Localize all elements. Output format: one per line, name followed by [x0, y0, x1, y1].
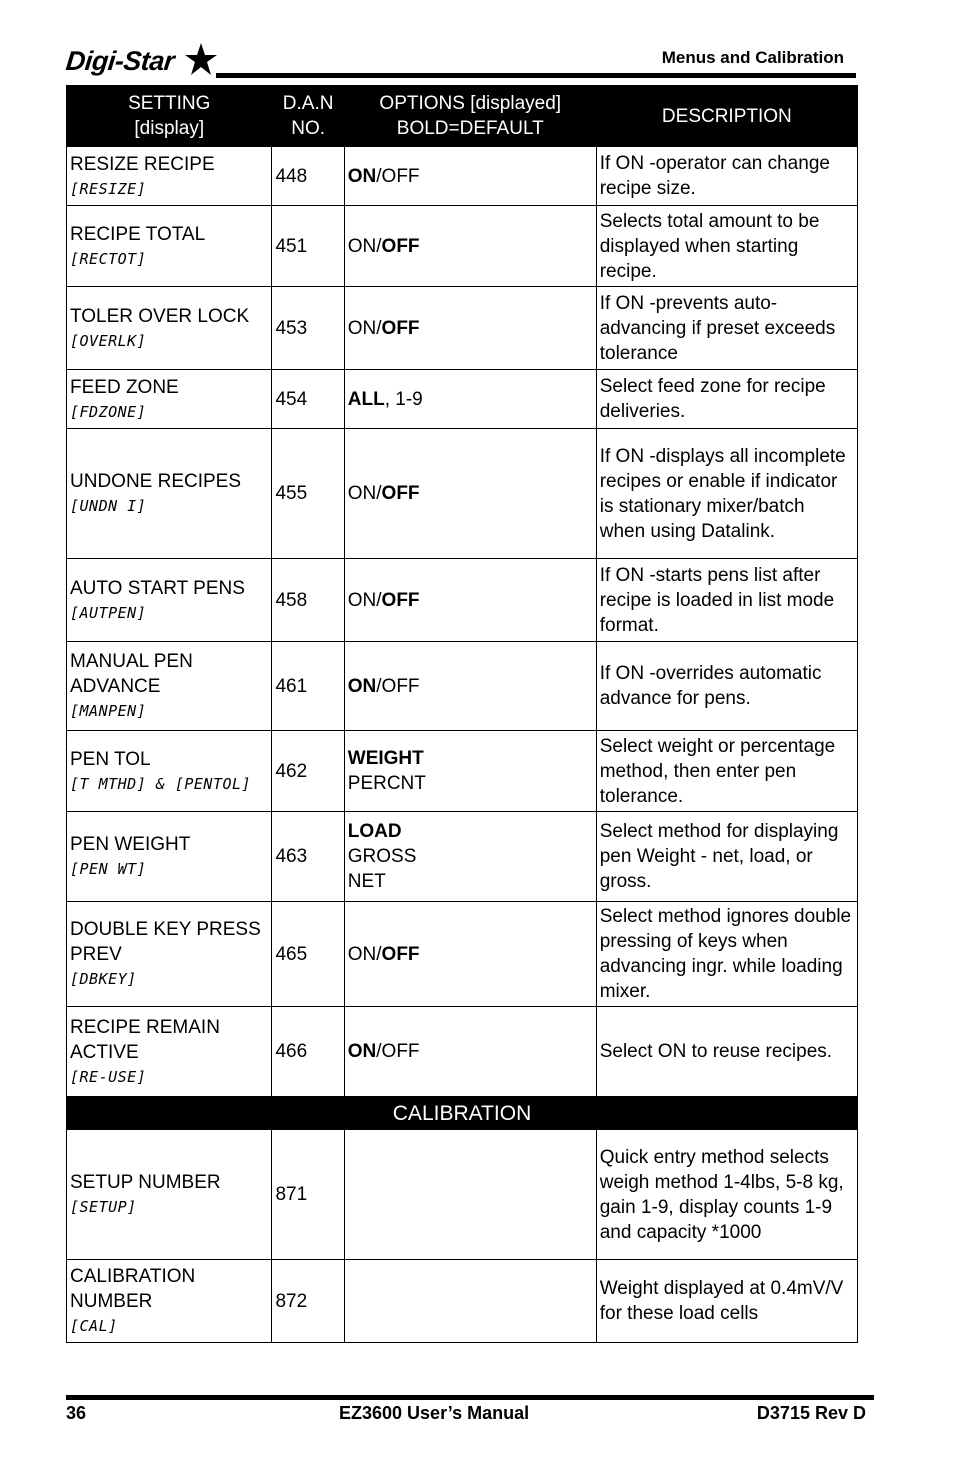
- footer-rule: [66, 1395, 874, 1400]
- setting-cell: [67, 370, 272, 429]
- option-text: ON/: [347, 317, 382, 339]
- options-cell: [344, 1007, 596, 1097]
- option-default: OFF: [381, 589, 420, 611]
- dan-number: 462: [272, 731, 344, 812]
- setting-name: RECIPE TOTAL: [70, 223, 206, 245]
- description: Weight displayed at 0.4mV/V for these load cells: [596, 1260, 857, 1343]
- option-default: OFF: [381, 943, 420, 965]
- settings-table: [66, 85, 858, 1343]
- setting-cell: [67, 1007, 272, 1097]
- options-cell: [344, 731, 596, 812]
- dan-number: 463: [272, 812, 344, 902]
- description: Select method ignores double pressing of keys when advancing ingr. while loading mixer.: [596, 902, 857, 1007]
- column-header-setting: SETTING [display]: [67, 86, 272, 147]
- setting-cell: [67, 287, 272, 370]
- option-text: GROSS: [347, 846, 417, 867]
- dan-number: 455: [272, 429, 344, 559]
- display-code: [UNDN I]: [70, 497, 147, 515]
- dan-number: 454: [272, 370, 344, 429]
- table-header-row: [67, 86, 858, 147]
- table-row: [67, 902, 858, 1007]
- dan-number: 465: [272, 902, 344, 1007]
- option-default: ON: [347, 1041, 377, 1062]
- dan-number: 871: [272, 1130, 344, 1260]
- options-cell: [344, 559, 596, 642]
- setting-cell: [67, 429, 272, 559]
- table-row: [67, 206, 858, 287]
- dan-number: 451: [272, 206, 344, 287]
- table-row: [67, 147, 858, 206]
- manual-title: EZ3600 User’s Manual: [339, 1403, 530, 1423]
- option-text: ON/: [347, 235, 382, 257]
- option-default: OFF: [381, 317, 420, 339]
- setting-name: DOUBLE KEY PRESS PREV: [70, 919, 261, 965]
- table-row: [67, 370, 858, 429]
- description: If ON -starts pens list after recipe is loaded in list mode format.: [596, 559, 857, 642]
- description: If ON -operator can change recipe size.: [596, 147, 857, 206]
- table-row: [67, 1260, 858, 1343]
- dan-number: 461: [272, 642, 344, 731]
- display-code: [RECTOT]: [70, 249, 147, 268]
- option-text: ON/: [347, 483, 382, 504]
- table-row: [67, 559, 858, 642]
- option-text: ON/: [347, 943, 382, 965]
- dan-number: 872: [272, 1260, 344, 1343]
- option-default: OFF: [381, 483, 420, 504]
- description: Select ON to reuse recipes.: [596, 1007, 857, 1097]
- option-text: ON/: [347, 589, 382, 611]
- table-row: [67, 1130, 858, 1260]
- setting-name: MANUAL PEN ADVANCE: [70, 651, 193, 697]
- description: If ON -overrides automatic advance for pens.: [596, 642, 857, 731]
- section-header-row: [67, 1097, 858, 1130]
- setting-cell: [67, 731, 272, 812]
- options-cell: [344, 429, 596, 559]
- setting-name: FEED ZONE: [70, 376, 179, 398]
- option-default: LOAD: [347, 821, 402, 842]
- options-cell: [344, 1130, 596, 1260]
- setting-cell: [67, 147, 272, 206]
- option-text: /OFF: [376, 1041, 420, 1062]
- setting-cell: [67, 812, 272, 902]
- display-code: [SETUP]: [70, 1198, 137, 1216]
- setting-name: CALIBRATION NUMBER: [70, 1266, 196, 1312]
- options-cell: [344, 902, 596, 1007]
- display-code: [OVERLK]: [70, 331, 147, 350]
- options-cell: [344, 147, 596, 206]
- display-code: [MANPEN]: [70, 702, 147, 720]
- table-row: [67, 287, 858, 370]
- document-revision: D3715 Rev D: [756, 1403, 866, 1423]
- description: If ON -displays all incomplete recipes or enable if indicator is stationary mixer/batch when using Datalink.: [596, 429, 857, 559]
- display-code: [PEN WT]: [70, 860, 147, 878]
- header-rule: [216, 73, 856, 78]
- setting-cell: [67, 1130, 272, 1260]
- page-number: 36: [66, 1403, 87, 1423]
- table-row: [67, 429, 858, 559]
- display-code: [DBKEY]: [70, 970, 137, 988]
- description: If ON -prevents auto-advancing if preset exceeds tolerance: [596, 287, 857, 370]
- option-default: ON: [347, 165, 377, 187]
- options-cell: [344, 287, 596, 370]
- setting-cell: [67, 206, 272, 287]
- table-row: [67, 1007, 858, 1097]
- option-text: /OFF: [376, 675, 420, 697]
- display-code: [T MTHD] & [PENTOL]: [70, 774, 252, 793]
- options-cell: [344, 642, 596, 731]
- display-code: [RE-USE]: [70, 1067, 147, 1086]
- options-cell: [344, 206, 596, 287]
- page-header: [66, 40, 874, 84]
- display-code: [CAL]: [70, 1317, 118, 1335]
- column-header-options: OPTIONS [displayed] BOLD=DEFAULT: [344, 86, 596, 147]
- option-default: WEIGHT: [347, 748, 424, 769]
- dan-number: 458: [272, 559, 344, 642]
- options-cell: [344, 1260, 596, 1343]
- star-icon: [184, 42, 218, 76]
- description: Select weight or percentage method, then enter pen tolerance.: [596, 731, 857, 812]
- table-row: [67, 642, 858, 731]
- setting-name: PEN TOL: [70, 748, 151, 770]
- column-header-description: DESCRIPTION: [596, 86, 857, 147]
- table-row: [67, 731, 858, 812]
- option-default: ON: [347, 675, 377, 697]
- setting-name: RESIZE RECIPE: [70, 153, 215, 175]
- display-code: [FDZONE]: [70, 402, 147, 421]
- setting-name: PEN WEIGHT: [70, 834, 191, 855]
- dan-number: 448: [272, 147, 344, 206]
- setting-name: TOLER OVER LOCK: [70, 305, 250, 327]
- options-cell: [344, 370, 596, 429]
- section-label-calibration: CALIBRATION: [67, 1097, 858, 1130]
- page-section-title: Menus and Calibration: [661, 48, 844, 67]
- setting-cell: [67, 1260, 272, 1343]
- option-text: , 1-9: [384, 388, 423, 410]
- setting-name: RECIPE REMAIN ACTIVE: [70, 1016, 220, 1063]
- display-code: [AUTPEN]: [70, 603, 147, 622]
- option-default: ALL: [347, 388, 385, 410]
- setting-cell: [67, 559, 272, 642]
- option-default: OFF: [381, 235, 420, 257]
- display-code: [RESIZE]: [70, 179, 147, 198]
- description: Select method for displaying pen Weight - net, load, or gross.: [596, 812, 857, 902]
- option-text: PERCNT: [347, 773, 426, 794]
- column-header-dan: D.A.N NO.: [272, 86, 344, 147]
- setting-name: UNDONE RECIPES: [70, 471, 242, 492]
- description: Selects total amount to be displayed when starting recipe.: [596, 206, 857, 287]
- dan-number: 453: [272, 287, 344, 370]
- description: Quick entry method selects weigh method 1-4lbs, 5-8 kg, gain 1-9, display counts 1-9 and capacity *1000: [596, 1130, 857, 1260]
- digi-star-logo: Digi-Star: [64, 46, 176, 76]
- option-text: NET: [347, 871, 386, 892]
- setting-name: SETUP NUMBER: [70, 1172, 221, 1193]
- table-row: [67, 812, 858, 902]
- description: Select feed zone for recipe deliveries.: [596, 370, 857, 429]
- dan-number: 466: [272, 1007, 344, 1097]
- option-text: /OFF: [376, 165, 420, 187]
- options-cell: [344, 812, 596, 902]
- setting-cell: [67, 902, 272, 1007]
- setting-name: AUTO START PENS: [70, 577, 245, 599]
- setting-cell: [67, 642, 272, 731]
